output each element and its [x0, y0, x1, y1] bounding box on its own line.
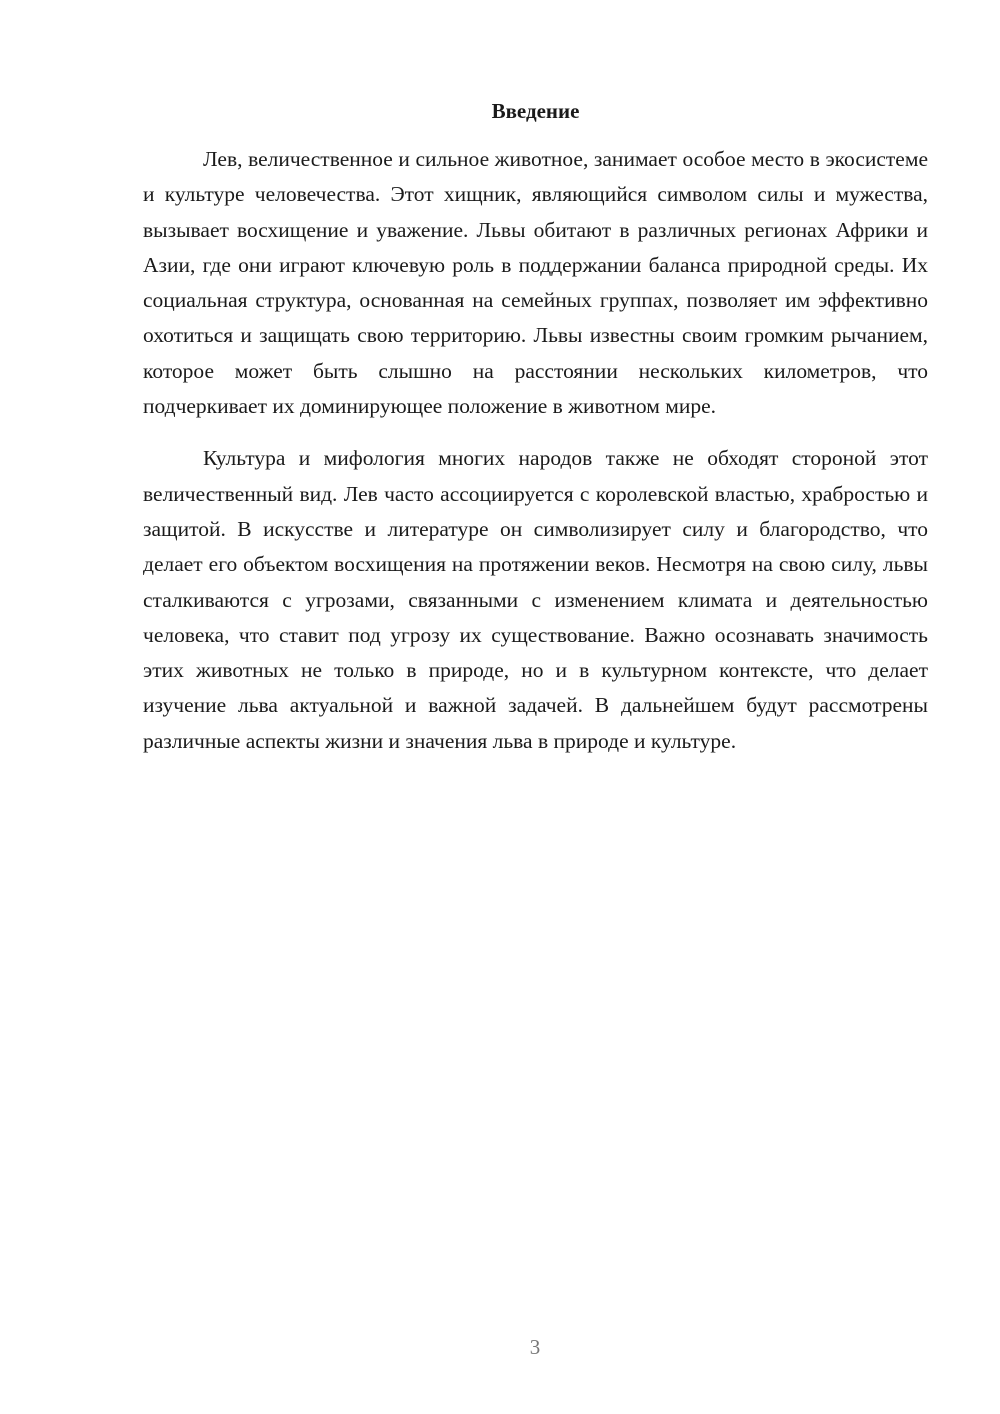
page-number: 3 — [529, 1335, 541, 1359]
paragraph-culture: Культура и мифология многих народов также не обходят стороной этот величественный вид. Лев часто ассоциируется с королевской властью, храбростью и защитой. В искусстве и литературе он символизирует силу и благородство, что делает его объектом восхищения на протяжении веков. Несмотря на свою силу, львы сталкиваются с угрозами, связанными с изменением климата и деятельностью человека, что ставит под угрозу их существование. Важно осознавать значимость этих животных не только в природе, но и в культурном контексте, что делает изучение льва актуальной и важной задачей. В дальнейшем будут рассмотрены различные аспекты жизни и значения льва в природе и культуре. — [143, 446, 928, 753]
document-body — [143, 142, 928, 776]
paragraph-intro: Лев, величественное и сильное животное, занимает особое место в экосистеме и культуре человечества. Этот хищник, являющийся символом силы и мужества, вызывает восхищение и уважение. Львы обитают в различных регионах Африки и Азии, где они играют ключевую роль в поддержании баланса природной среды. Их социальная структура, основанная на семейных группах, позволяет им эффективно охотиться и защищать свою территорию. Львы известны своим громким рычанием, которое может быть слышно на расстоянии нескольких километров, что подчеркивает их доминирующее положение в животном мире. — [143, 147, 928, 419]
section-heading: Введение — [491, 99, 580, 123]
